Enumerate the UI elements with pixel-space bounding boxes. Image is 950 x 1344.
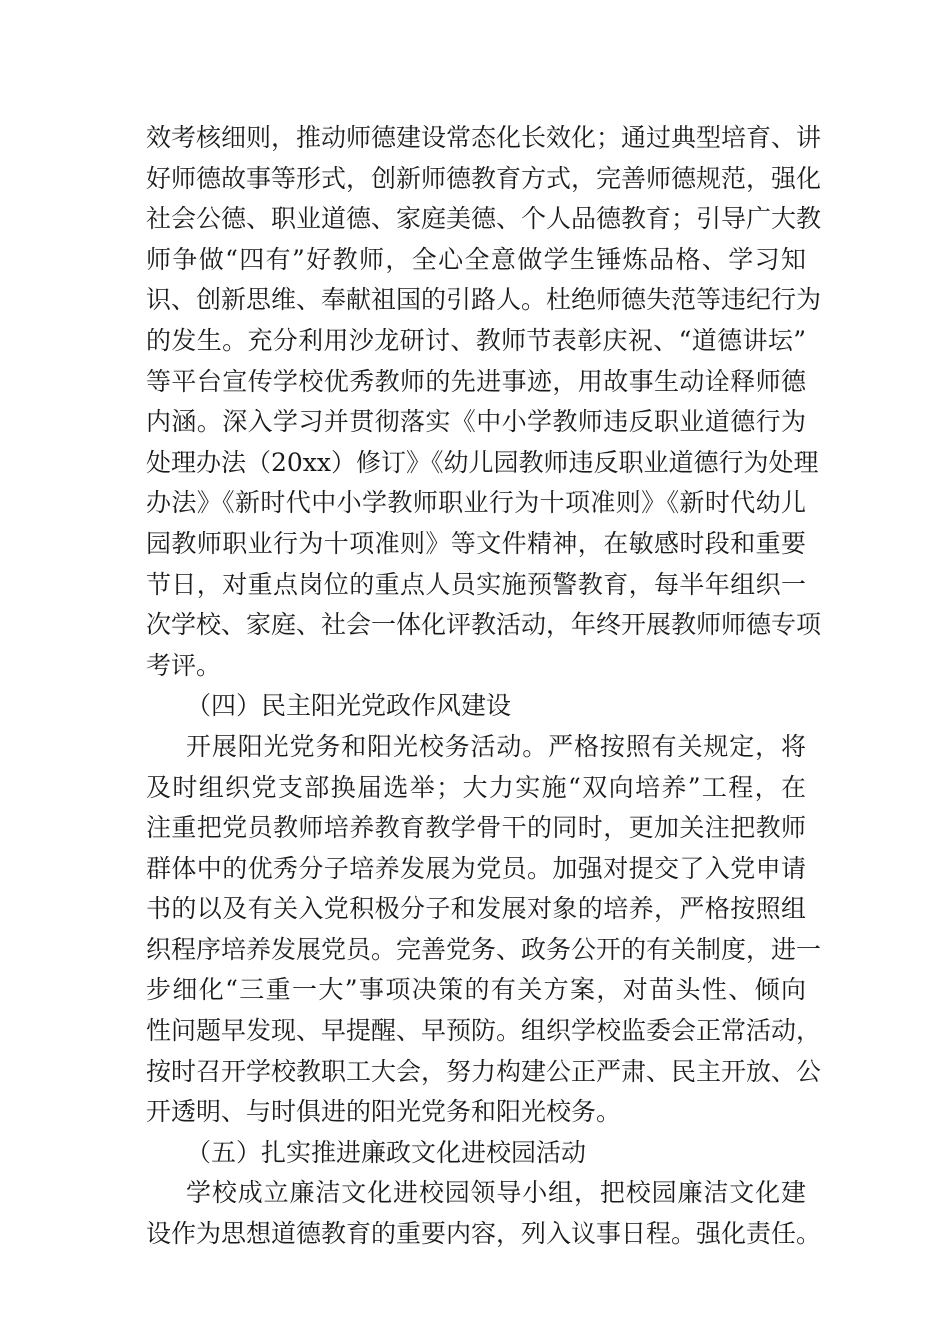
text-line: 次学校、家庭、社会一体化评教活动，年终开展教师师德专项 [146,610,822,640]
text-line: 设作为思想道德教育的重要内容，列入议事日程。强化责任。 [146,1219,822,1249]
text-line: 开透明、与时俱进的阳光党务和阳光校务。 [146,1097,622,1127]
text-line: 注重把党员教师培养教育教学骨干的同时，更加关注把教师 [146,813,806,843]
text-line: 考评。 [146,650,222,680]
text-line: 步细化“三重一大”事项决策的有关方案，对苗头性、倾向 [146,975,806,1005]
text-line: 处理办法（20xx）修订》《幼儿园教师违反职业道德行为处理 [146,447,819,477]
text-line: 按时召开学校教职工大会，努力构建公正严肃、民主开放、公 [146,1056,822,1086]
text-line: 节日，对重点岗位的重点人员实施预警教育，每半年组织一 [146,569,806,599]
section-heading: （四）民主阳光党政作风建设 [186,691,512,721]
section-heading: （五）扎实推进廉政文化进校园活动 [186,1137,587,1167]
text-line: 性问题早发现、早提醒、早预防。组织学校监委会正常活动， [146,1016,822,1046]
text-line: 及时组织党支部换届选举；大力实施“双向培养”工程，在 [146,772,806,802]
text-line: 园教师职业行为十项准则》等文件精神，在敏感时段和重要 [146,528,806,558]
text-line: 好师德故事等形式，创新师德教育方式，完善师德规范，强化 [146,163,822,193]
text-line: 效考核细则，推动师德建设常态化长效化；通过典型培育、讲 [146,123,822,152]
text-line: 群体中的优秀分子培养发展为党员。加强对提交了入党申请 [146,853,806,883]
text-line: 书的以及有关入党积极分子和发展对象的培养，严格按照组 [146,894,806,924]
text-line: 识、创新思维、奉献祖国的引路人。杜绝师德失范等违纪行为 [146,285,822,315]
text-line: 开展阳光党务和阳光校务活动。严格按照有关规定，将 [186,731,806,761]
text-line: 的发生。充分利用沙龙研讨、教师节表彰庆祝、“道德讲坛” [146,325,806,355]
text-line: 社会公德、职业道德、家庭美德、个人品德教育；引导广大教 [146,204,822,234]
text-line: 师争做“四有”好教师，全心全意做学生锤炼品格、学习知 [146,244,806,274]
text-line: 等平台宣传学校优秀教师的先进事迹，用故事生动诠释师德 [146,366,806,396]
text-line: 学校成立廉洁文化进校园领导小组，把校园廉洁文化建 [186,1178,806,1208]
text-line: 织程序培养发展党员。完善党务、政务公开的有关制度，进一 [146,934,822,964]
text-line: 办法》《新时代中小学教师职业行为十项准则》《新时代幼儿 [146,488,806,518]
body-text [146,118,822,1255]
text-line: 内涵。深入学习并贯彻落实《中小学教师违反职业道德行为 [146,407,806,437]
